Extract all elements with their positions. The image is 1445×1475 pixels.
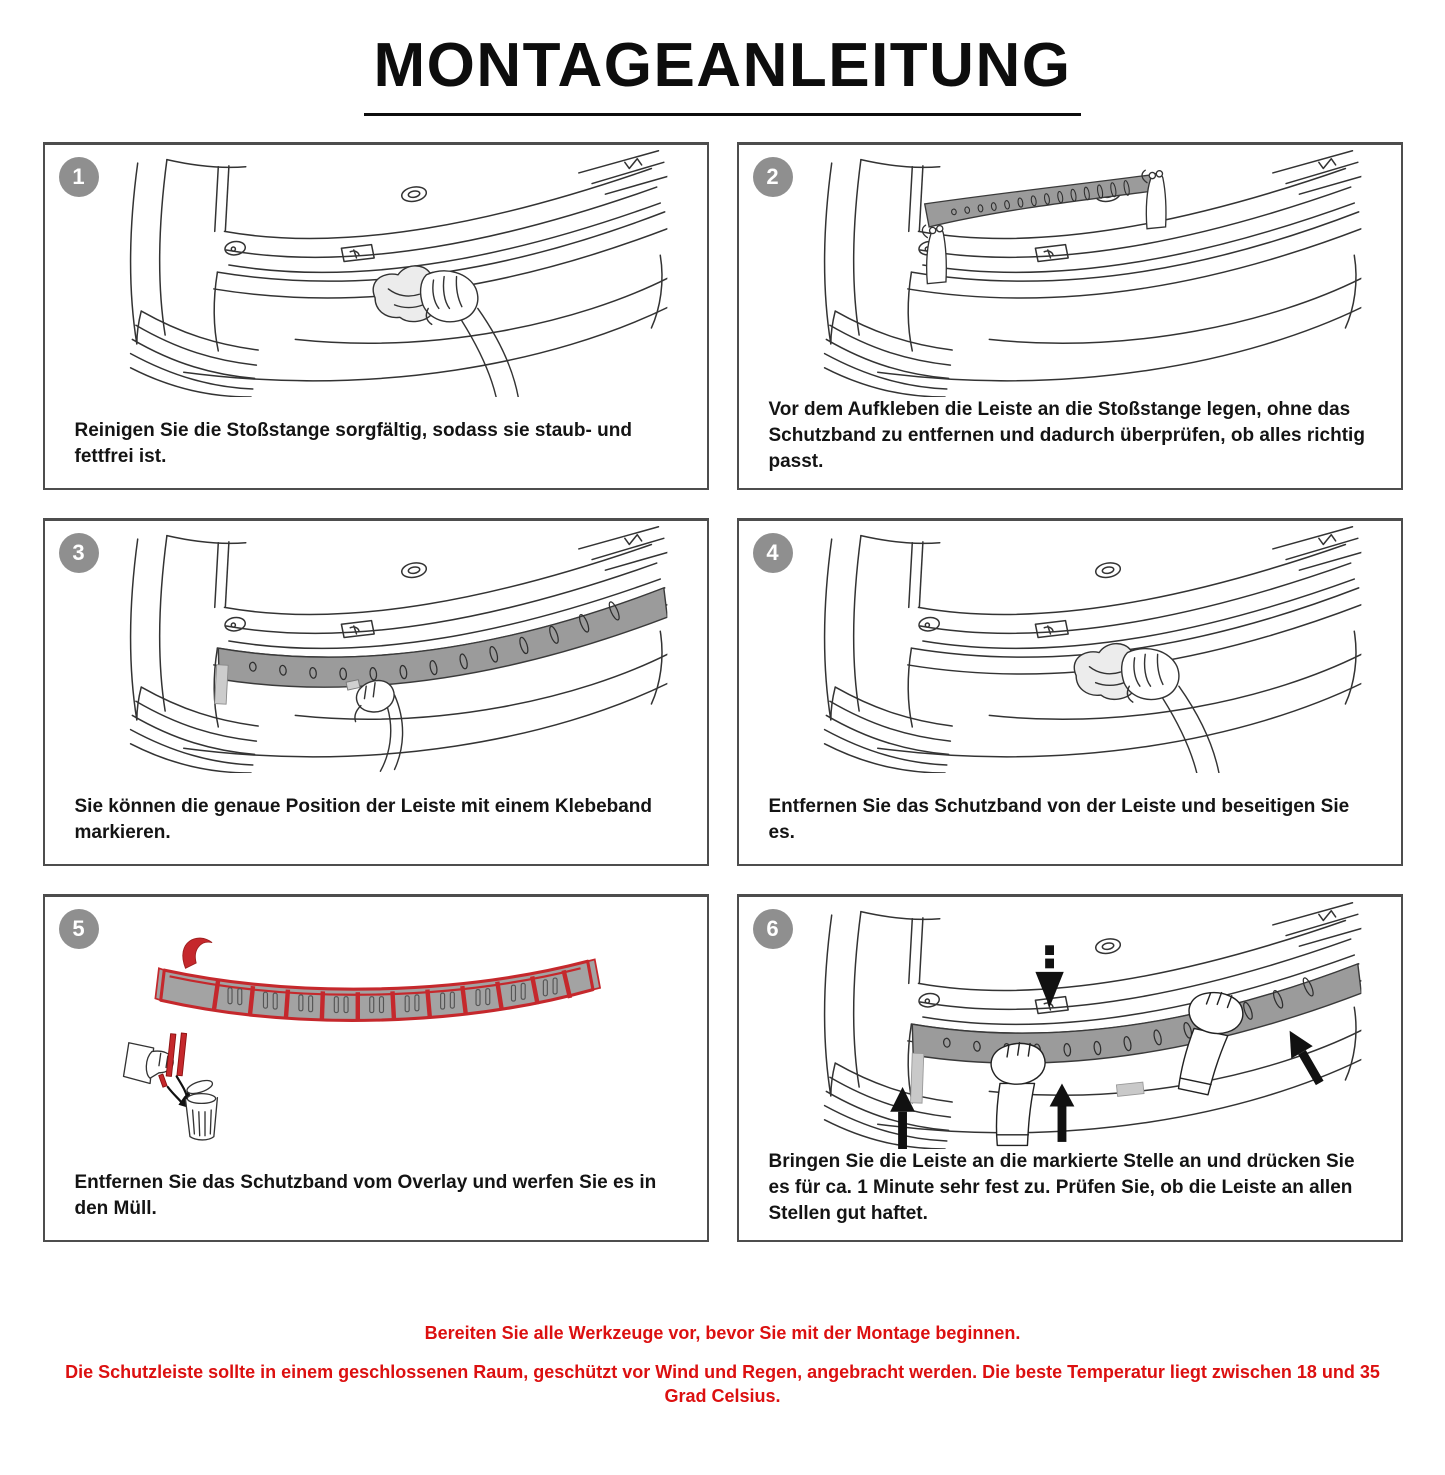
- instruction-sheet: [0, 30, 1445, 1475]
- step-panel-3: [43, 518, 709, 866]
- step-caption: Sie können die genaue Position der Leiste mit einem Klebeband markieren.: [74, 796, 653, 844]
- marking-hand: [355, 681, 403, 772]
- tape-marker: [911, 1053, 924, 1103]
- mark-position-illustration: [54, 525, 696, 773]
- footer-line-2: Die Schutzleiste sollte in einem geschlossenen Raum, geschützt vor Wind und Regen, angebracht werden. Die beste Temperatur liegt zwischen 18 und 35 Grad Celsius.: [65, 1362, 1380, 1406]
- step-caption: Reinigen Sie die Stoßstange sorgfältig, sodass sie staub- und fettfrei ist.: [74, 420, 632, 468]
- remove-protective-tape-illustration: [748, 525, 1390, 773]
- overlay-with-red-band: [156, 938, 601, 1021]
- tape-marker: [215, 665, 229, 705]
- footer-warnings: [0, 1322, 1445, 1408]
- strip-held-above: [925, 175, 1156, 227]
- step-caption: Entfernen Sie das Schutzband vom Overlay und werfen Sie es in den Müll.: [74, 1172, 657, 1220]
- step-panel-6: [737, 894, 1403, 1242]
- peeled-band-curl: [183, 938, 212, 968]
- step-number-badge: 5: [59, 909, 99, 949]
- step-panel-4: [737, 518, 1403, 866]
- page-title: MONTAGEANLEITUNG: [364, 30, 1082, 116]
- footer-line-1: Bereiten Sie alle Werkzeuge vor, bevor Sie mit der Montage beginnen.: [424, 1323, 1021, 1343]
- step-panel-1: [43, 142, 709, 490]
- step-panel-2: [737, 142, 1403, 490]
- steps-grid: [43, 142, 1403, 1242]
- step-caption: Bringen Sie die Leiste an die markierte Stelle an und drücken Sie es für ca. 1 Minute sehr fest zu. Prüfen Sie, ob die Leiste an allen Stellen gut haftet.: [768, 1151, 1355, 1224]
- press-strip-illustration: [748, 901, 1390, 1149]
- step-number-badge: 3: [59, 533, 99, 573]
- clean-bumper-illustration: [54, 149, 696, 397]
- trash-can: [186, 1078, 218, 1140]
- step-number-badge: 6: [753, 909, 793, 949]
- tape-marker: [1117, 1082, 1145, 1096]
- title-block: [0, 30, 1445, 116]
- step-number-badge: 2: [753, 157, 793, 197]
- hand-discarding-band: [124, 1032, 195, 1108]
- step-number-badge: 1: [59, 157, 99, 197]
- step-caption: Vor dem Aufkleben die Leiste an die Stoßstange legen, ohne das Schutzband zu entfernen und dadurch überprüfen, ob alles richtig passt.: [768, 399, 1365, 472]
- test-fit-strip-illustration: [748, 149, 1390, 397]
- step-number-badge: 4: [753, 533, 793, 573]
- step-caption: Entfernen Sie das Schutzband von der Leiste und beseitigen Sie es.: [768, 796, 1350, 844]
- peel-red-band-illustration: [54, 901, 696, 1149]
- step-panel-5: [43, 894, 709, 1242]
